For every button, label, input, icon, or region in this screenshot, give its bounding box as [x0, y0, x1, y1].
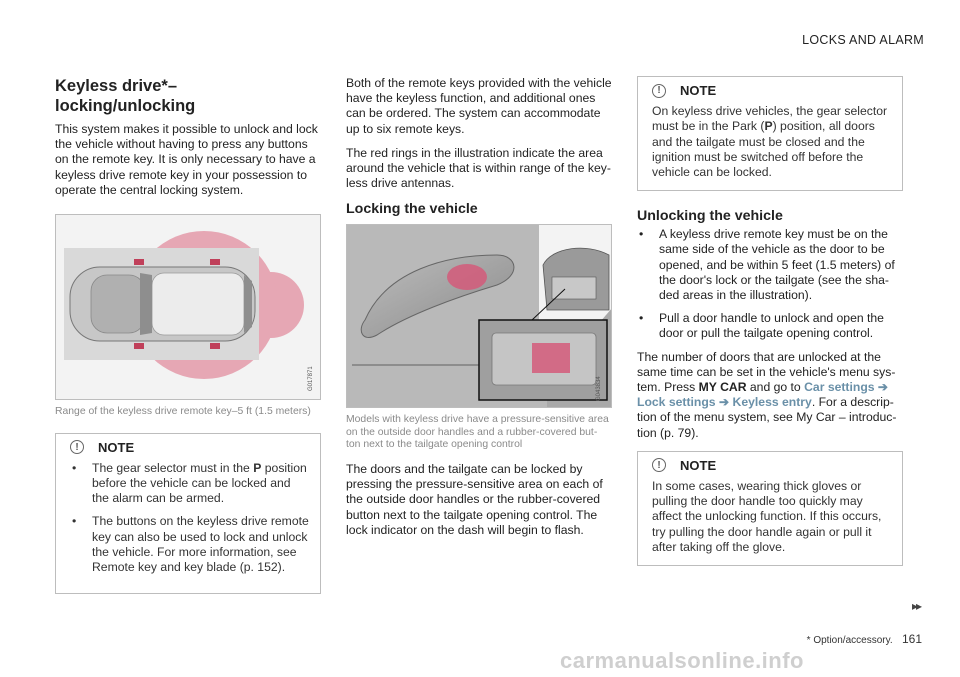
column-locking	[346, 76, 612, 547]
door-handle-figure	[346, 224, 612, 408]
list-item: • A keyless drive remote key must be on the same side of the vehicle as the door to be opened, and be within 5 feet (1.5 meters) of the door's lock or the tailgate (see the sha- ded areas in the illustration).	[637, 227, 903, 303]
menu-paragraph: The number of doors that are unlocked at the same time can be set in the vehicle's menu sys- tem. Press MY CAR and go to Car settings ➔ Lock settings ➔ Keyless entry. For a descrip- tion of the menu system, see My Car – introduc- tion (p. 79).	[637, 349, 897, 440]
note-heading	[652, 83, 892, 98]
note-heading	[652, 458, 892, 473]
note-list	[70, 461, 310, 575]
locking-heading: Locking the vehicle	[346, 201, 478, 218]
figure-caption: Range of the keyless drive remote key–5 ft (1.5 meters)	[55, 406, 311, 418]
info-icon: !	[652, 84, 666, 98]
menu-link-keyless-entry: Keyless entry	[732, 395, 812, 410]
note-text: On keyless drive vehicles, the gear selector must be in the Park (P) position, all doors and the tailgate must be closed and the ignition must be switched off before the vehicle can be locked.	[652, 104, 888, 180]
menu-link-car-settings: Car settings	[804, 380, 875, 395]
intro-paragraph: This system makes it possible to unlock and lock the vehicle without having to press any buttons on the remote key. It is only necessary to have a keyless drive remote key in your possession to operate the central locking system.	[55, 122, 318, 197]
page-header: LOCKS AND ALARM	[802, 33, 924, 47]
list-item: • Pull a door handle to unlock and open the door or pull the tailgate opening control.	[637, 311, 903, 341]
door-handle-illustration	[347, 225, 612, 407]
menu-link-lock-settings: Lock settings	[637, 395, 716, 410]
note-label: NOTE	[98, 439, 135, 455]
figure-code: G017871	[308, 366, 314, 392]
car-range-illustration	[56, 215, 321, 399]
paragraph-remote-keys: Both of the remote keys provided with the vehicle have the keyless function, and additional ones can be ordered. The system can accommodate up to six remote keys.	[346, 76, 612, 136]
note-box	[55, 433, 321, 595]
column-unlocking	[637, 76, 903, 566]
unlocking-heading: Unlocking the vehicle	[637, 208, 783, 225]
paragraph-red-rings: The red rings in the illustration indicate the area around the vehicle that is within range of the key- less drive antennas.	[346, 145, 611, 191]
note-label: NOTE	[680, 83, 717, 98]
watermark: carmanualsonline.info	[560, 648, 804, 673]
note-box	[637, 451, 903, 566]
column-keyless-intro	[55, 76, 321, 594]
unlocking-list	[637, 227, 903, 341]
note-label: NOTE	[680, 457, 717, 473]
page-number: 161	[901, 632, 922, 646]
keyless-range-figure	[55, 214, 321, 400]
note-item: • The buttons on the keyless drive remote key can also be used to lock and unlock the vehicle. For more information, see Remote key and key blade (p. 152).	[70, 514, 310, 575]
note-box	[637, 76, 903, 191]
section-title: Keyless drive*– locking/unlocking	[55, 77, 196, 115]
note-text: In some cases, wearing thick gloves or pulling the door handle too quickly may affect the unlocking function. If this occurs, try pulling the door handle again or pull it after taking off the glove.	[652, 479, 882, 554]
info-icon: !	[70, 440, 84, 454]
footnote: * Option/accessory.	[806, 635, 893, 646]
note-heading	[70, 440, 310, 455]
figure-caption: Models with keyless drive have a pressure-sensitive area on the outside door handles and a rubber-covered but- ton next to the tailgate opening control	[346, 414, 609, 451]
page-footer	[807, 632, 922, 646]
note-item: • The gear selector must in the P position before the vehicle can be locked and the alarm can be armed.	[70, 461, 310, 507]
info-icon: !	[652, 458, 666, 472]
arrow-right-icon: ➔	[874, 380, 889, 395]
arrow-right-icon: ➔	[715, 395, 733, 410]
figure-code: G043834	[596, 376, 602, 402]
continued-arrows-icon: ▸▸	[911, 599, 920, 613]
locking-paragraph: The doors and the tailgate can be locked by pressing the pressure-sensitive area on each of the outside door handles or the rubber-covered button next to the tailgate opening control. The lock indicator on the dash will begin to flash.	[346, 461, 603, 537]
